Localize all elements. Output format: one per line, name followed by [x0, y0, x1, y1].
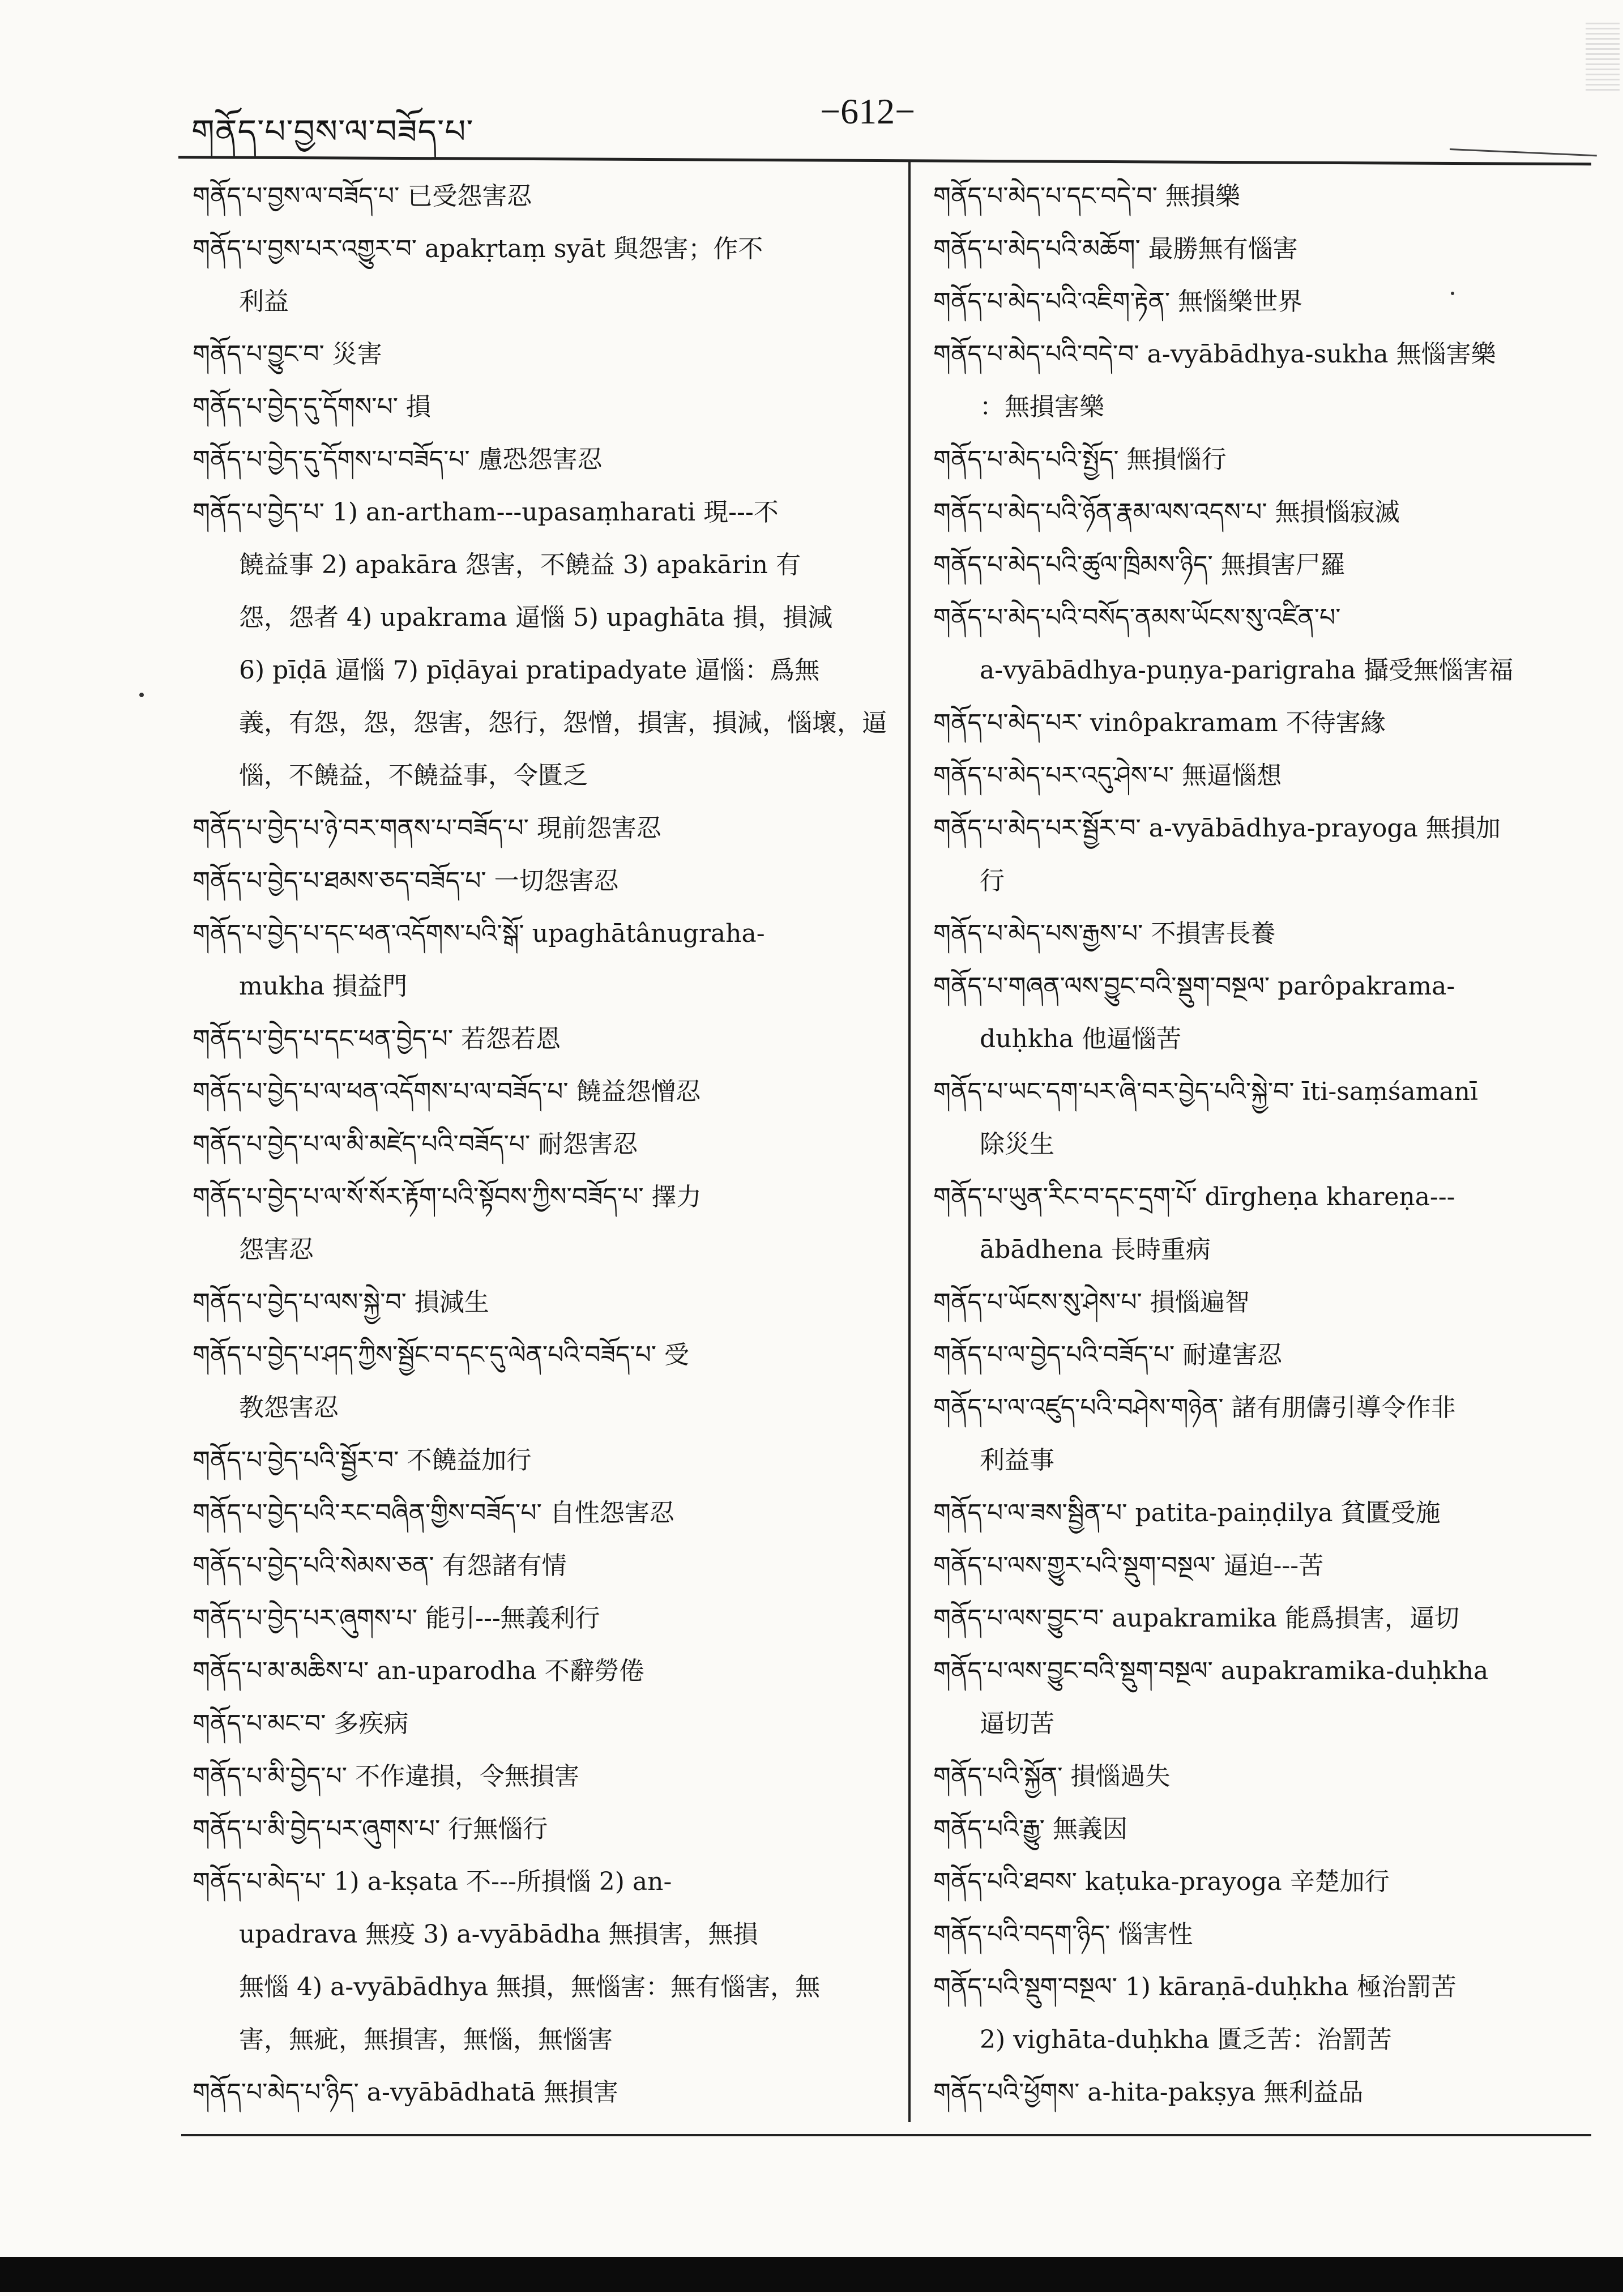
dictionary-entry-continuation: 怨害忍	[239, 1235, 314, 1264]
dictionary-entry: གནོད་པ་བྱས་པར་འགྱུར་བ་ apakṛtaṃ syāt 與怨害；作不	[193, 234, 763, 263]
dictionary-entry: གནོད་པ་མེད་པའི་མཆོག་ 最勝無有惱害	[933, 234, 1298, 263]
dictionary-entry: གནོད་པའི་ཐབས་ kaṭuka-prayoga 辛楚加行	[933, 1867, 1390, 1896]
dictionary-entry: གནོད་པ་མེད་པ་ཉིད་ a-vyābādhatā 無損害	[193, 2078, 618, 2107]
footer-rule	[181, 2134, 1591, 2136]
dictionary-entry: གནོད་པ་མེད་པའི་ཉོན་རྣམ་ལས་འདས་པ་ 無損惱寂滅	[933, 498, 1400, 527]
dictionary-entry: གནོད་པ་བྱེད་དུ་དོགས་པ་ 損	[193, 392, 431, 421]
dictionary-entry-continuation: 利益事	[980, 1446, 1054, 1475]
dictionary-entry: གནོད་པའི་རྒྱུ་ 無義因	[933, 1815, 1127, 1843]
dictionary-entry: གནོད་པ་མེད་པའི་བསོད་ནམས་ཡོངས་སུ་འཛིན་པ་	[933, 603, 1341, 632]
dictionary-entry-continuation: ：無損害樂	[980, 392, 1104, 421]
scan-speck	[139, 693, 144, 697]
dictionary-entry: གནོད་པའི་སྐྱོན་ 損惱過失	[933, 1762, 1171, 1791]
dictionary-entry-continuation: 義，有怨，怨，怨害，怨行，怨憎，損害，損減，惱壞，逼	[239, 709, 887, 737]
dictionary-entry: གནོད་པ་མེད་པའི་ཚུལ་ཁྲིམས་ཉིད་ 無損害尸羅	[933, 550, 1346, 579]
dictionary-entry: གནོད་པ་ཡུན་རིང་བ་དང་དྲག་པོ་ dīrgheṇa khareṇa---	[933, 1183, 1455, 1211]
dictionary-entry-continuation: ābādhena 長時重病	[980, 1235, 1211, 1264]
dictionary-entry: གནོད་པ་མེད་པ་ 1) a-kṣata 不---所損惱 2) an-	[193, 1867, 672, 1896]
dictionary-entry: གནོད་པ་མེད་པས་རྒྱས་པ་ 不損害長養	[933, 919, 1276, 948]
dictionary-entry: གནོད་པའི་ཕྱོགས་ a-hita-pakṣya 無利益品	[933, 2078, 1364, 2107]
dictionary-entry: གནོད་པ་བྱེད་པ་ཐམས་ཅད་བཟོད་པ་ 一切怨害忍	[193, 867, 619, 895]
dictionary-entry: གནོད་པ་ཡང་དག་པར་ཞི་བར་བྱེད་པའི་སྐྱེ་བ་ īti-saṃśamanī	[933, 1077, 1478, 1106]
dictionary-entry: གནོད་པ་ལས་གྱུར་པའི་སྡུག་བསྔལ་ 逼迫---苦	[933, 1551, 1324, 1580]
dictionary-entry-continuation: 6) pīḍā 逼惱 7) pīḍāyai pratipadyate 逼惱：爲無	[239, 656, 820, 685]
dictionary-entry: གནོད་པ་བྱེད་པའི་སེམས་ཅན་ 有怨諸有情	[193, 1551, 567, 1580]
dictionary-entry: གནོད་པ་ལ་ཟས་སྦྱིན་པ་ patita-paiṇḍilya 貧匱受施	[933, 1499, 1441, 1527]
dictionary-entry-continuation: 害，無疵，無損害，無惱，無惱害	[239, 2025, 613, 2054]
dictionary-entry: གནོད་པ་བྱེད་པ་ལས་སྐྱེ་བ་ 損減生	[193, 1288, 489, 1317]
dictionary-entry: གནོད་པ་བྱེད་པ་ཉེ་བར་གནས་པ་བཟོད་པ་ 現前怨害忍	[193, 814, 661, 843]
dictionary-entry: གནོད་པ་བྱེད་པ་དང་ཕན་བྱེད་པ་ 若怨若恩	[193, 1025, 561, 1053]
dictionary-entry: གནོད་པ་མང་བ་ 多疾病	[193, 1709, 409, 1738]
scan-border	[0, 2257, 1623, 2292]
dictionary-entry: གནོད་པ་བྱས་ལ་བཟོད་པ་ 已受怨害忍	[193, 182, 532, 211]
dictionary-entry: གནོད་པ་བྱེད་པ་ལ་ཕན་འདོགས་པ་ལ་བཟོད་པ་ 饒益怨憎忍	[193, 1077, 701, 1106]
dictionary-entry: གནོད་པ་བྱུང་བ་ 災害	[193, 340, 382, 369]
dictionary-entry-continuation: 除災生	[980, 1130, 1054, 1159]
dictionary-entry-continuation: 逼切苦	[980, 1709, 1054, 1738]
dictionary-entry: གནོད་པ་ལས་བྱུང་བའི་སྡུག་བསྔལ་ aupakramika-duḥkha	[933, 1657, 1489, 1685]
header-rule-curl	[1450, 148, 1597, 156]
running-header-title: གནོད་པ་བྱས་ལ་བཟོད་པ་	[191, 112, 474, 151]
dictionary-entry-continuation: 饒益事 2) apakāra 怨害，不饒益 3) apakārin 有	[239, 550, 801, 579]
dictionary-entry: གནོད་པ་མེད་པའི་འཇིག་རྟེན་ 無惱樂世界	[933, 287, 1303, 316]
dictionary-entry: གནོད་པ་བྱེད་པ་དང་ཕན་འདོགས་པའི་སྒོ་ upaghātânugraha-	[193, 919, 765, 948]
dictionary-entry-continuation: 2) vighāta-duḥkha 匱乏苦：治罰苦	[980, 2025, 1392, 2054]
dictionary-entry: གནོད་པའི་བདག་ཉིད་ 惱害性	[933, 1920, 1193, 1949]
dictionary-entry-continuation: 利益	[239, 287, 289, 316]
right-column	[933, 170, 1595, 2119]
scan-edge-noise	[1586, 23, 1620, 91]
dictionary-entry-continuation: a-vyābādhya-puṇya-parigraha 攝受無惱害福	[980, 656, 1514, 685]
dictionary-entry: གནོད་པ་མི་བྱེད་པ་ 不作違損，令無損害	[193, 1762, 579, 1791]
page-number: −612−	[820, 91, 916, 131]
column-divider	[908, 160, 911, 2122]
dictionary-entry: གནོད་པ་མི་བྱེད་པར་ཞུགས་པ་ 行無惱行	[193, 1815, 548, 1843]
dictionary-entry: གནོད་པ་མེད་པར་འདུ་ཤེས་པ་ 無逼惱想	[933, 761, 1282, 790]
dictionary-entry-continuation: duḥkha 他逼惱苦	[980, 1025, 1182, 1053]
dictionary-entry-continuation: 無惱 4) a-vyābādhya 無損，無惱害：無有惱害，無	[239, 1973, 821, 2001]
dictionary-entry: གནོད་པ་མ་མཆིས་པ་ an-uparodha 不辭勞倦	[193, 1657, 644, 1685]
dictionary-entry: གནོད་པ་བྱེད་པའི་སྦྱོར་བ་ 不饒益加行	[193, 1446, 532, 1475]
dictionary-entry: གནོད་པ་མེད་པའི་བདེ་བ་ a-vyābādhya-sukha 無惱害樂	[933, 340, 1496, 369]
dictionary-entry: གནོད་པ་ལས་བྱུང་བ་ aupakramika 能爲損害，逼切	[933, 1604, 1460, 1633]
dictionary-entry: གནོད་པ་ལ་འཛུད་པའི་བཤེས་གཉེན་ 諸有朋儔引導令作非	[933, 1393, 1456, 1422]
dictionary-entry-continuation: 教怨害忍	[239, 1393, 339, 1422]
dictionary-entry: གནོད་པ་བྱེད་དུ་དོགས་པ་བཟོད་པ་ 慮恐怨害忍	[193, 445, 603, 474]
dictionary-entry-continuation: mukha 損益門	[239, 972, 408, 1001]
dictionary-entry: གནོད་པའི་སྡུག་བསྔལ་ 1) kāraṇā-duḥkha 極治罰苦	[933, 1973, 1457, 2001]
dictionary-entry: གནོད་པ་ལ་བྱེད་པའི་བཟོད་པ་ 耐違害忍	[933, 1341, 1283, 1369]
dictionary-entry: གནོད་པ་བྱེད་པ་ཤད་ཀྱིས་སྦྱོང་བ་དང་དུ་ལེན་པའི་བཟོད་པ་ 受	[193, 1341, 690, 1369]
left-column	[193, 170, 895, 2119]
dictionary-entry: གནོད་པ་བྱེད་པར་ཞུགས་པ་ 能引---無義利行	[193, 1604, 600, 1633]
dictionary-entry: གནོད་པ་མེད་པའི་སྤྱོད་ 無損惱行	[933, 445, 1227, 474]
dictionary-entry-continuation: 怨，怨者 4) upakrama 逼惱 5) upaghāta 損，損減	[239, 603, 833, 632]
dictionary-entry: གནོད་པ་མེད་པར་ vinôpakramam 不待害緣	[933, 709, 1386, 737]
dictionary-entry: གནོད་པ་བྱེད་པ་ 1) an-artham---upasaṃharati 現---不	[193, 498, 779, 527]
dictionary-entry: གནོད་པ་བྱེད་པའི་རང་བཞིན་གྱིས་བཟོད་པ་ 自性怨害忍	[193, 1499, 674, 1527]
dictionary-entry: གནོད་པ་བྱེད་པ་ལ་སོ་སོར་རྟོག་པའི་སྟོབས་ཀྱིས་བཟོད་པ་ 擇力	[193, 1183, 702, 1211]
dictionary-entry: གནོད་པ་མེད་པར་སྦྱོར་བ་ a-vyābādhya-prayoga 無損加	[933, 814, 1501, 843]
dictionary-entry: གནོད་པ་མེད་པ་དང་བདེ་བ་ 無損樂	[933, 182, 1240, 211]
dictionary-entry: གནོད་པ་བྱེད་པ་ལ་མི་མཛེད་པའི་བཟོད་པ་ 耐怨害忍	[193, 1130, 638, 1159]
dictionary-entry-continuation: 惱，不饒益，不饒益事，令匱乏	[239, 761, 588, 790]
dictionary-entry-continuation: upadrava 無疫 3) a-vyābādha 無損害，無損	[239, 1920, 758, 1949]
dictionary-entry: གནོད་པ་ཡོངས་སུ་ཤེས་པ་ 損惱遍智	[933, 1288, 1250, 1317]
dictionary-entry: གནོད་པ་གཞན་ལས་བྱུང་བའི་སྡུག་བསྔལ་ parôpakrama-	[933, 972, 1455, 1001]
dictionary-entry-continuation: 行	[980, 867, 1005, 895]
